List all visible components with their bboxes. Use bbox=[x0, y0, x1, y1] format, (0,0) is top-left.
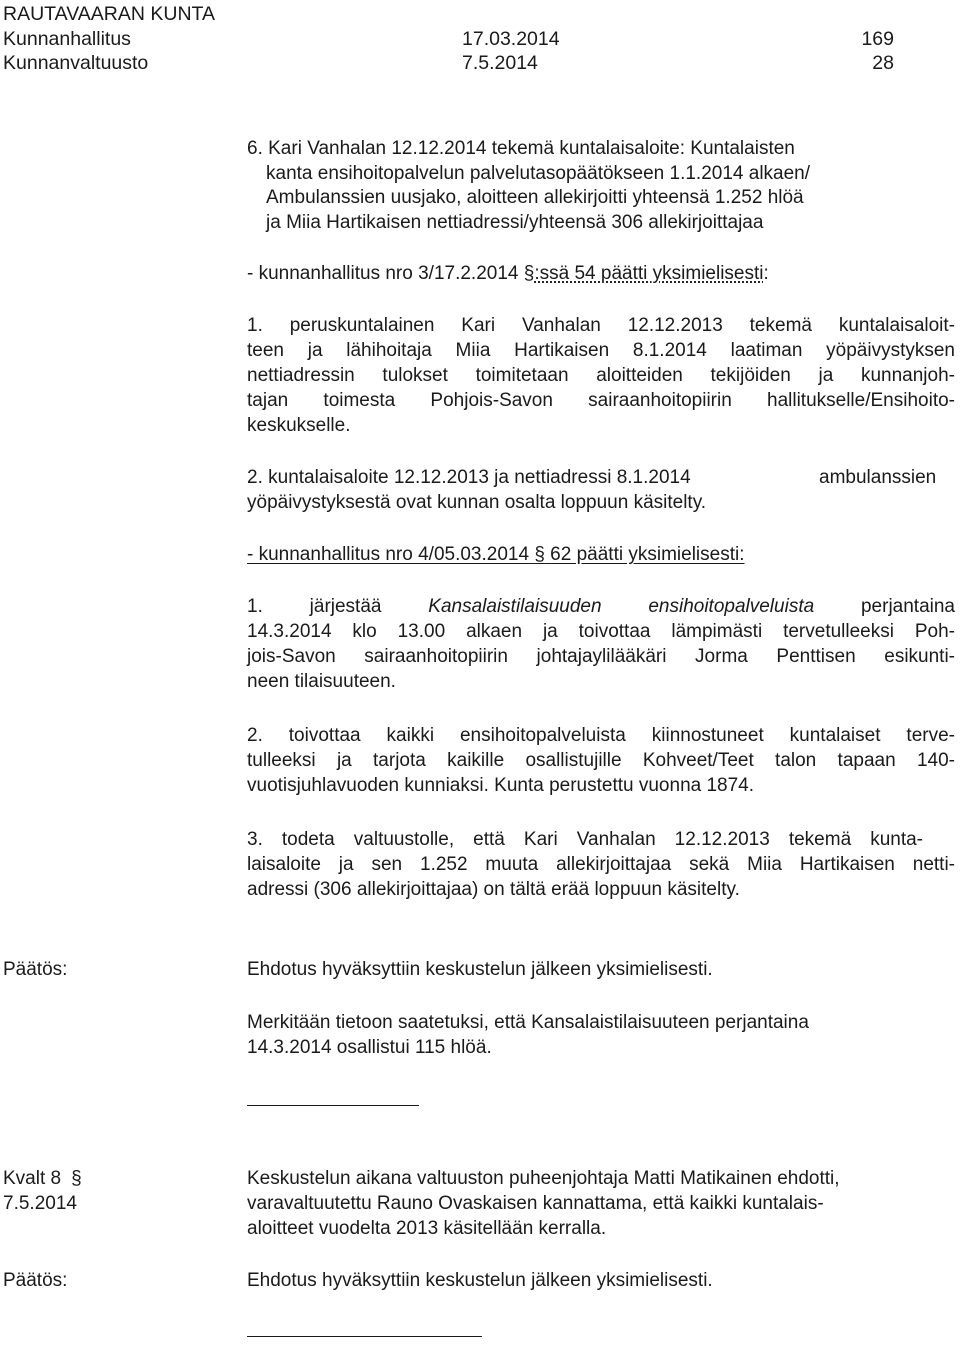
section-sign: § bbox=[71, 1168, 82, 1189]
header-date-1: 17.03.2014 bbox=[462, 28, 560, 50]
municipality-name: RAUTAVAARAN KUNTA bbox=[3, 3, 215, 25]
decision2-item1-post: perjantaina bbox=[814, 596, 955, 617]
decision2-heading bbox=[247, 542, 744, 567]
intro-line: kanta ensihoitopalvelun palvelutasopäätökseen 1.1.2014 alkaen/ bbox=[266, 163, 811, 184]
intro-line: ja Miia Hartikaisen nettiadressi/yhteensä 306 allekirjoittajaa bbox=[266, 212, 764, 233]
header-body-2: Kunnanvaltuusto bbox=[3, 52, 149, 74]
decision1-heading bbox=[247, 261, 769, 286]
kvalt-date: 7.5.2014 bbox=[3, 1193, 77, 1214]
decision1-item1-line: tajan toimesta Pohjois-Savon sairaanhoitopiirin hallitukselle/Ensihoito- bbox=[247, 390, 955, 411]
paatos-label: Päätös: bbox=[3, 959, 68, 980]
decision2-heading-post: 62 päätti yksimielisesti: bbox=[544, 544, 745, 565]
kvalt-label bbox=[3, 1166, 82, 1191]
separator-line bbox=[247, 1336, 482, 1337]
decision1-item1-line: keskukselle. bbox=[247, 415, 351, 436]
decision2-heading-pre: - kunnanhallitus nro 4/05.03.2014 bbox=[247, 544, 535, 565]
decision1-item1-line: nettiadressin tulokset toimitetaan aloitteiden tekijöiden ja kunnanjoh- bbox=[247, 365, 955, 386]
header-page-2: 28 bbox=[872, 52, 894, 74]
decision1-item2-right: ambulanssien bbox=[819, 467, 937, 488]
kvalt-line: Keskustelun aikana valtuuston puheenjohtaja Matti Matikainen ehdotti, bbox=[247, 1168, 840, 1189]
decision2-item1-line: 14.3.2014 klo 13.00 alkaen ja toivottaa lämpimästi tervetulleeksi Poh- bbox=[247, 621, 955, 642]
decision1-item1-line: teen ja lähihoitaja Miia Hartikaisen 8.1.2014 laatiman yöpäivystyksen bbox=[247, 340, 955, 361]
decision2-item3-line: adressi (306 allekirjoittajaa) on tältä erää loppuun käsitelty. bbox=[247, 879, 740, 900]
separator-line bbox=[247, 1105, 419, 1106]
intro-line: 6. Kari Vanhalan 12.12.2014 tekemä kuntalaisaloite: Kuntalaisten bbox=[247, 138, 795, 159]
intro-line: Ambulanssien uusjako, aloitteen allekirjoitti yhteensä 1.252 hlöä bbox=[266, 187, 804, 208]
decision1-heading-post: :ssä 54 päätti yksimielisesti bbox=[534, 263, 764, 284]
kvalt-label-text: Kvalt 8 bbox=[3, 1168, 62, 1189]
section-sign: § bbox=[534, 544, 545, 565]
paatos-text: Ehdotus hyväksyttiin keskustelun jälkeen yksimielisesti. bbox=[247, 959, 713, 980]
section-sign: § bbox=[523, 263, 535, 284]
decision1-heading-colon: : bbox=[763, 263, 769, 284]
decision2-item2-line: tulleeksi ja tarjota kaikille osallistujille Kohveet/Teet talon tapaan 140- bbox=[247, 750, 955, 771]
decision1-heading-pre: - kunnanhallitus nro 3/17.2.2014 bbox=[247, 263, 524, 284]
paatos-note-line: Merkitään tietoon saatetuksi, että Kansalaistilaisuuteen perjantaina bbox=[247, 1012, 809, 1033]
decision1-item1-line: 1. peruskuntalainen Kari Vanhalan 12.12.2013 tekemä kuntalaisaloit- bbox=[247, 315, 955, 336]
decision2-item3-line: laisaloite ja sen 1.252 muuta allekirjoittajaa sekä Miia Hartikaisen netti- bbox=[247, 854, 955, 875]
decision2-item1-line: jois-Savon sairaanhoitopiirin johtajaylilääkäri Jorma Penttisen esikunti- bbox=[247, 646, 955, 667]
decision2-item3-line: 3. todeta valtuustolle, että Kari Vanhalan 12.12.2013 tekemä kunta- bbox=[247, 829, 923, 850]
paatos-label: Päätös: bbox=[3, 1270, 68, 1291]
decision2-item2-line: 2. toivottaa kaikki ensihoitopalveluista kiinnostuneet kuntalaiset terve- bbox=[247, 725, 955, 746]
decision2-item1-first bbox=[247, 594, 955, 619]
header-body-1: Kunnanhallitus bbox=[3, 28, 131, 50]
event-name: Kansalaistilaisuuden ensihoitopalveluista bbox=[428, 596, 815, 617]
kvalt-line: aloitteet vuodelta 2013 käsitellään kerralla. bbox=[247, 1218, 607, 1239]
decision2-item2-line: vuotisjuhlavuoden kunniaksi. Kunta perustettu vuonna 1874. bbox=[247, 775, 755, 796]
decision2-item1-pre: 1. järjestää bbox=[247, 596, 429, 617]
decision1-item2-left: 2. kuntalaisaloite 12.12.2013 ja nettiadressi 8.1.2014 bbox=[247, 467, 691, 488]
decision1-item2-line: yöpäivystyksestä ovat kunnan osalta loppuun käsitelty. bbox=[247, 492, 707, 513]
paatos-text: Ehdotus hyväksyttiin keskustelun jälkeen yksimielisesti. bbox=[247, 1270, 713, 1291]
kvalt-line: varavaltuutettu Rauno Ovaskaisen kannattama, että kaikki kuntalais- bbox=[247, 1193, 824, 1214]
paatos-note-line: 14.3.2014 osallistui 115 hlöä. bbox=[247, 1037, 492, 1058]
header-date-2: 7.5.2014 bbox=[462, 52, 538, 74]
decision2-item1-line: neen tilaisuuteen. bbox=[247, 671, 396, 692]
header-page-1: 169 bbox=[861, 28, 894, 50]
